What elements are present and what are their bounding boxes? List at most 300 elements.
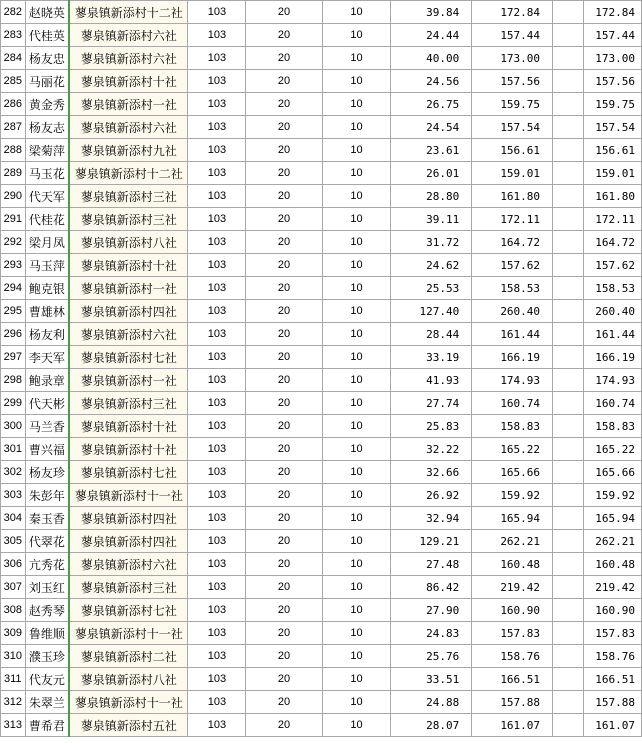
name-cell[interactable]: 亢秀花 (25, 553, 69, 576)
grand-total-cell[interactable]: 158.76 (583, 645, 641, 668)
value-cell[interactable]: 20 (246, 392, 322, 415)
amount-cell[interactable]: 31.72 (391, 231, 472, 254)
address-cell[interactable]: 蓼泉镇新添村四社 (69, 530, 188, 553)
address-cell[interactable]: 蓼泉镇新添村五社 (69, 714, 188, 737)
name-cell[interactable]: 马兰香 (25, 415, 69, 438)
value-cell[interactable]: 103 (188, 576, 246, 599)
amount-cell[interactable]: 26.01 (391, 162, 472, 185)
row-number-cell[interactable]: 292 (1, 231, 26, 254)
row-number-cell[interactable]: 302 (1, 461, 26, 484)
address-cell[interactable]: 蓼泉镇新添村十一社 (69, 691, 188, 714)
total-cell[interactable]: 159.75 (472, 93, 553, 116)
total-cell[interactable]: 159.01 (472, 162, 553, 185)
total-cell[interactable]: 161.44 (472, 323, 553, 346)
value-cell[interactable]: 20 (246, 507, 322, 530)
address-cell[interactable]: 蓼泉镇新添村六社 (69, 553, 188, 576)
name-cell[interactable]: 杨友忠 (25, 47, 69, 70)
grand-total-cell[interactable]: 165.22 (583, 438, 641, 461)
empty-cell[interactable] (553, 300, 584, 323)
empty-cell[interactable] (553, 93, 584, 116)
row-number-cell[interactable]: 289 (1, 162, 26, 185)
value-cell[interactable]: 103 (188, 277, 246, 300)
amount-cell[interactable]: 32.22 (391, 438, 472, 461)
grand-total-cell[interactable]: 159.75 (583, 93, 641, 116)
value-cell[interactable]: 10 (322, 530, 391, 553)
empty-cell[interactable] (553, 208, 584, 231)
grand-total-cell[interactable]: 166.19 (583, 346, 641, 369)
value-cell[interactable]: 20 (246, 208, 322, 231)
address-cell[interactable]: 蓼泉镇新添村三社 (69, 576, 188, 599)
total-cell[interactable]: 158.53 (472, 277, 553, 300)
total-cell[interactable]: 164.72 (472, 231, 553, 254)
total-cell[interactable]: 158.83 (472, 415, 553, 438)
address-cell[interactable]: 蓼泉镇新添村七社 (69, 599, 188, 622)
name-cell[interactable]: 代友元 (25, 668, 69, 691)
total-cell[interactable]: 165.94 (472, 507, 553, 530)
total-cell[interactable]: 157.83 (472, 622, 553, 645)
address-cell[interactable]: 蓼泉镇新添村一社 (69, 277, 188, 300)
value-cell[interactable]: 20 (246, 116, 322, 139)
address-cell[interactable]: 蓼泉镇新添村六社 (69, 24, 188, 47)
row-number-cell[interactable]: 296 (1, 323, 26, 346)
name-cell[interactable]: 曹雄林 (25, 300, 69, 323)
value-cell[interactable]: 103 (188, 139, 246, 162)
value-cell[interactable]: 10 (322, 208, 391, 231)
name-cell[interactable]: 代翠花 (25, 530, 69, 553)
value-cell[interactable]: 103 (188, 24, 246, 47)
value-cell[interactable]: 103 (188, 668, 246, 691)
row-number-cell[interactable]: 304 (1, 507, 26, 530)
value-cell[interactable]: 20 (246, 323, 322, 346)
value-cell[interactable]: 10 (322, 645, 391, 668)
total-cell[interactable]: 160.74 (472, 392, 553, 415)
value-cell[interactable]: 103 (188, 484, 246, 507)
grand-total-cell[interactable]: 260.40 (583, 300, 641, 323)
empty-cell[interactable] (553, 231, 584, 254)
amount-cell[interactable]: 32.94 (391, 507, 472, 530)
value-cell[interactable]: 20 (246, 93, 322, 116)
address-cell[interactable]: 蓼泉镇新添村十社 (69, 438, 188, 461)
value-cell[interactable]: 20 (246, 139, 322, 162)
total-cell[interactable]: 157.44 (472, 24, 553, 47)
value-cell[interactable]: 103 (188, 415, 246, 438)
address-cell[interactable]: 蓼泉镇新添村十社 (69, 415, 188, 438)
value-cell[interactable]: 10 (322, 231, 391, 254)
value-cell[interactable]: 10 (322, 185, 391, 208)
address-cell[interactable]: 蓼泉镇新添村九社 (69, 139, 188, 162)
address-cell[interactable]: 蓼泉镇新添村二社 (69, 645, 188, 668)
value-cell[interactable]: 20 (246, 1, 322, 24)
amount-cell[interactable]: 33.19 (391, 346, 472, 369)
value-cell[interactable]: 10 (322, 116, 391, 139)
total-cell[interactable]: 262.21 (472, 530, 553, 553)
address-cell[interactable]: 蓼泉镇新添村十一社 (69, 622, 188, 645)
value-cell[interactable]: 20 (246, 438, 322, 461)
value-cell[interactable]: 103 (188, 369, 246, 392)
grand-total-cell[interactable]: 166.51 (583, 668, 641, 691)
empty-cell[interactable] (553, 1, 584, 24)
value-cell[interactable]: 10 (322, 70, 391, 93)
value-cell[interactable]: 10 (322, 139, 391, 162)
amount-cell[interactable]: 32.66 (391, 461, 472, 484)
value-cell[interactable]: 10 (322, 691, 391, 714)
amount-cell[interactable]: 39.84 (391, 1, 472, 24)
value-cell[interactable]: 10 (322, 323, 391, 346)
empty-cell[interactable] (553, 599, 584, 622)
name-cell[interactable]: 马丽花 (25, 70, 69, 93)
grand-total-cell[interactable]: 158.83 (583, 415, 641, 438)
row-number-cell[interactable]: 299 (1, 392, 26, 415)
total-cell[interactable]: 219.42 (472, 576, 553, 599)
total-cell[interactable]: 161.80 (472, 185, 553, 208)
empty-cell[interactable] (553, 714, 584, 737)
row-number-cell[interactable]: 303 (1, 484, 26, 507)
value-cell[interactable]: 20 (246, 47, 322, 70)
empty-cell[interactable] (553, 392, 584, 415)
row-number-cell[interactable]: 284 (1, 47, 26, 70)
address-cell[interactable]: 蓼泉镇新添村十一社 (69, 484, 188, 507)
value-cell[interactable]: 20 (246, 461, 322, 484)
name-cell[interactable]: 赵秀琴 (25, 599, 69, 622)
total-cell[interactable]: 165.66 (472, 461, 553, 484)
value-cell[interactable]: 103 (188, 392, 246, 415)
total-cell[interactable]: 161.07 (472, 714, 553, 737)
grand-total-cell[interactable]: 219.42 (583, 576, 641, 599)
value-cell[interactable]: 20 (246, 185, 322, 208)
name-cell[interactable]: 濮玉珍 (25, 645, 69, 668)
amount-cell[interactable]: 24.62 (391, 254, 472, 277)
value-cell[interactable]: 20 (246, 668, 322, 691)
total-cell[interactable]: 158.76 (472, 645, 553, 668)
value-cell[interactable]: 20 (246, 24, 322, 47)
grand-total-cell[interactable]: 157.88 (583, 691, 641, 714)
grand-total-cell[interactable]: 160.48 (583, 553, 641, 576)
value-cell[interactable]: 103 (188, 70, 246, 93)
value-cell[interactable]: 10 (322, 553, 391, 576)
value-cell[interactable]: 20 (246, 645, 322, 668)
grand-total-cell[interactable]: 157.44 (583, 24, 641, 47)
name-cell[interactable]: 杨友利 (25, 323, 69, 346)
name-cell[interactable]: 黄金秀 (25, 93, 69, 116)
address-cell[interactable]: 蓼泉镇新添村十二社 (69, 162, 188, 185)
value-cell[interactable]: 20 (246, 231, 322, 254)
value-cell[interactable]: 20 (246, 714, 322, 737)
name-cell[interactable]: 代天军 (25, 185, 69, 208)
value-cell[interactable]: 103 (188, 47, 246, 70)
name-cell[interactable]: 代天彬 (25, 392, 69, 415)
grand-total-cell[interactable]: 159.92 (583, 484, 641, 507)
grand-total-cell[interactable]: 165.94 (583, 507, 641, 530)
row-number-cell[interactable]: 297 (1, 346, 26, 369)
empty-cell[interactable] (553, 530, 584, 553)
empty-cell[interactable] (553, 461, 584, 484)
empty-cell[interactable] (553, 645, 584, 668)
row-number-cell[interactable]: 286 (1, 93, 26, 116)
empty-cell[interactable] (553, 484, 584, 507)
empty-cell[interactable] (553, 576, 584, 599)
value-cell[interactable]: 20 (246, 254, 322, 277)
row-number-cell[interactable]: 313 (1, 714, 26, 737)
value-cell[interactable]: 10 (322, 277, 391, 300)
value-cell[interactable]: 10 (322, 461, 391, 484)
value-cell[interactable]: 20 (246, 277, 322, 300)
value-cell[interactable]: 10 (322, 93, 391, 116)
row-number-cell[interactable]: 311 (1, 668, 26, 691)
amount-cell[interactable]: 28.80 (391, 185, 472, 208)
value-cell[interactable]: 10 (322, 576, 391, 599)
row-number-cell[interactable]: 283 (1, 24, 26, 47)
value-cell[interactable]: 20 (246, 553, 322, 576)
total-cell[interactable]: 173.00 (472, 47, 553, 70)
name-cell[interactable]: 秦玉香 (25, 507, 69, 530)
row-number-cell[interactable]: 287 (1, 116, 26, 139)
grand-total-cell[interactable]: 157.56 (583, 70, 641, 93)
name-cell[interactable]: 曹兴福 (25, 438, 69, 461)
empty-cell[interactable] (553, 139, 584, 162)
value-cell[interactable]: 10 (322, 162, 391, 185)
amount-cell[interactable]: 41.93 (391, 369, 472, 392)
value-cell[interactable]: 103 (188, 507, 246, 530)
empty-cell[interactable] (553, 415, 584, 438)
row-number-cell[interactable]: 307 (1, 576, 26, 599)
total-cell[interactable]: 165.22 (472, 438, 553, 461)
total-cell[interactable]: 157.62 (472, 254, 553, 277)
row-number-cell[interactable]: 294 (1, 277, 26, 300)
value-cell[interactable]: 103 (188, 346, 246, 369)
empty-cell[interactable] (553, 507, 584, 530)
value-cell[interactable]: 10 (322, 369, 391, 392)
value-cell[interactable]: 103 (188, 645, 246, 668)
amount-cell[interactable]: 27.74 (391, 392, 472, 415)
name-cell[interactable]: 赵晓英 (25, 1, 69, 24)
value-cell[interactable]: 103 (188, 254, 246, 277)
value-cell[interactable]: 10 (322, 1, 391, 24)
amount-cell[interactable]: 86.42 (391, 576, 472, 599)
value-cell[interactable]: 10 (322, 507, 391, 530)
value-cell[interactable]: 103 (188, 714, 246, 737)
empty-cell[interactable] (553, 369, 584, 392)
total-cell[interactable]: 260.40 (472, 300, 553, 323)
amount-cell[interactable]: 33.51 (391, 668, 472, 691)
amount-cell[interactable]: 129.21 (391, 530, 472, 553)
address-cell[interactable]: 蓼泉镇新添村六社 (69, 47, 188, 70)
grand-total-cell[interactable]: 172.11 (583, 208, 641, 231)
address-cell[interactable]: 蓼泉镇新添村七社 (69, 346, 188, 369)
value-cell[interactable]: 20 (246, 415, 322, 438)
name-cell[interactable]: 代桂花 (25, 208, 69, 231)
total-cell[interactable]: 157.54 (472, 116, 553, 139)
grand-total-cell[interactable]: 174.93 (583, 369, 641, 392)
name-cell[interactable]: 马玉花 (25, 162, 69, 185)
grand-total-cell[interactable]: 165.66 (583, 461, 641, 484)
amount-cell[interactable]: 27.48 (391, 553, 472, 576)
empty-cell[interactable] (553, 162, 584, 185)
row-number-cell[interactable]: 295 (1, 300, 26, 323)
amount-cell[interactable]: 23.61 (391, 139, 472, 162)
row-number-cell[interactable]: 282 (1, 1, 26, 24)
total-cell[interactable]: 166.19 (472, 346, 553, 369)
value-cell[interactable]: 103 (188, 185, 246, 208)
address-cell[interactable]: 蓼泉镇新添村八社 (69, 668, 188, 691)
value-cell[interactable]: 10 (322, 415, 391, 438)
total-cell[interactable]: 157.88 (472, 691, 553, 714)
grand-total-cell[interactable]: 161.44 (583, 323, 641, 346)
value-cell[interactable]: 20 (246, 530, 322, 553)
empty-cell[interactable] (553, 553, 584, 576)
value-cell[interactable]: 20 (246, 300, 322, 323)
address-cell[interactable]: 蓼泉镇新添村一社 (69, 369, 188, 392)
value-cell[interactable]: 10 (322, 599, 391, 622)
amount-cell[interactable]: 39.11 (391, 208, 472, 231)
value-cell[interactable]: 10 (322, 300, 391, 323)
grand-total-cell[interactable]: 157.54 (583, 116, 641, 139)
grand-total-cell[interactable]: 172.84 (583, 1, 641, 24)
value-cell[interactable]: 10 (322, 668, 391, 691)
row-number-cell[interactable]: 288 (1, 139, 26, 162)
name-cell[interactable]: 鲍录章 (25, 369, 69, 392)
value-cell[interactable]: 20 (246, 599, 322, 622)
value-cell[interactable]: 10 (322, 714, 391, 737)
value-cell[interactable]: 10 (322, 438, 391, 461)
value-cell[interactable]: 103 (188, 93, 246, 116)
value-cell[interactable]: 10 (322, 47, 391, 70)
address-cell[interactable]: 蓼泉镇新添村七社 (69, 461, 188, 484)
name-cell[interactable]: 马玉萍 (25, 254, 69, 277)
value-cell[interactable]: 10 (322, 346, 391, 369)
amount-cell[interactable]: 26.92 (391, 484, 472, 507)
amount-cell[interactable]: 127.40 (391, 300, 472, 323)
grand-total-cell[interactable]: 158.53 (583, 277, 641, 300)
row-number-cell[interactable]: 310 (1, 645, 26, 668)
amount-cell[interactable]: 25.83 (391, 415, 472, 438)
value-cell[interactable]: 20 (246, 346, 322, 369)
total-cell[interactable]: 160.48 (472, 553, 553, 576)
name-cell[interactable]: 刘玉红 (25, 576, 69, 599)
address-cell[interactable]: 蓼泉镇新添村三社 (69, 208, 188, 231)
amount-cell[interactable]: 26.75 (391, 93, 472, 116)
value-cell[interactable]: 20 (246, 70, 322, 93)
address-cell[interactable]: 蓼泉镇新添村四社 (69, 300, 188, 323)
grand-total-cell[interactable]: 157.83 (583, 622, 641, 645)
value-cell[interactable]: 103 (188, 461, 246, 484)
empty-cell[interactable] (553, 691, 584, 714)
row-number-cell[interactable]: 291 (1, 208, 26, 231)
total-cell[interactable]: 156.61 (472, 139, 553, 162)
name-cell[interactable]: 朱翠兰 (25, 691, 69, 714)
total-cell[interactable]: 172.11 (472, 208, 553, 231)
value-cell[interactable]: 20 (246, 576, 322, 599)
amount-cell[interactable]: 25.53 (391, 277, 472, 300)
amount-cell[interactable]: 24.54 (391, 116, 472, 139)
value-cell[interactable]: 10 (322, 622, 391, 645)
name-cell[interactable]: 杨友珍 (25, 461, 69, 484)
amount-cell[interactable]: 25.76 (391, 645, 472, 668)
empty-cell[interactable] (553, 277, 584, 300)
row-number-cell[interactable]: 301 (1, 438, 26, 461)
row-number-cell[interactable]: 290 (1, 185, 26, 208)
row-number-cell[interactable]: 293 (1, 254, 26, 277)
address-cell[interactable]: 蓼泉镇新添村一社 (69, 93, 188, 116)
grand-total-cell[interactable]: 157.62 (583, 254, 641, 277)
name-cell[interactable]: 梁月凤 (25, 231, 69, 254)
empty-cell[interactable] (553, 24, 584, 47)
empty-cell[interactable] (553, 622, 584, 645)
value-cell[interactable]: 20 (246, 484, 322, 507)
empty-cell[interactable] (553, 346, 584, 369)
value-cell[interactable]: 103 (188, 231, 246, 254)
grand-total-cell[interactable]: 159.01 (583, 162, 641, 185)
value-cell[interactable]: 103 (188, 691, 246, 714)
value-cell[interactable]: 20 (246, 691, 322, 714)
row-number-cell[interactable]: 285 (1, 70, 26, 93)
empty-cell[interactable] (553, 116, 584, 139)
empty-cell[interactable] (553, 323, 584, 346)
total-cell[interactable]: 166.51 (472, 668, 553, 691)
total-cell[interactable]: 160.90 (472, 599, 553, 622)
total-cell[interactable]: 159.92 (472, 484, 553, 507)
empty-cell[interactable] (553, 668, 584, 691)
address-cell[interactable]: 蓼泉镇新添村六社 (69, 116, 188, 139)
address-cell[interactable]: 蓼泉镇新添村三社 (69, 392, 188, 415)
name-cell[interactable]: 杨友志 (25, 116, 69, 139)
total-cell[interactable]: 174.93 (472, 369, 553, 392)
address-cell[interactable]: 蓼泉镇新添村四社 (69, 507, 188, 530)
row-number-cell[interactable]: 298 (1, 369, 26, 392)
value-cell[interactable]: 103 (188, 1, 246, 24)
address-cell[interactable]: 蓼泉镇新添村三社 (69, 185, 188, 208)
value-cell[interactable]: 20 (246, 162, 322, 185)
name-cell[interactable]: 朱彭年 (25, 484, 69, 507)
row-number-cell[interactable]: 305 (1, 530, 26, 553)
amount-cell[interactable]: 24.83 (391, 622, 472, 645)
amount-cell[interactable]: 24.44 (391, 24, 472, 47)
value-cell[interactable]: 103 (188, 438, 246, 461)
value-cell[interactable]: 10 (322, 254, 391, 277)
grand-total-cell[interactable]: 156.61 (583, 139, 641, 162)
name-cell[interactable]: 代桂英 (25, 24, 69, 47)
address-cell[interactable]: 蓼泉镇新添村十社 (69, 254, 188, 277)
value-cell[interactable]: 103 (188, 300, 246, 323)
grand-total-cell[interactable]: 173.00 (583, 47, 641, 70)
empty-cell[interactable] (553, 254, 584, 277)
value-cell[interactable]: 20 (246, 369, 322, 392)
value-cell[interactable]: 103 (188, 116, 246, 139)
amount-cell[interactable]: 24.88 (391, 691, 472, 714)
amount-cell[interactable]: 28.44 (391, 323, 472, 346)
name-cell[interactable]: 梁菊萍 (25, 139, 69, 162)
address-cell[interactable]: 蓼泉镇新添村十二社 (69, 1, 188, 24)
empty-cell[interactable] (553, 438, 584, 461)
value-cell[interactable]: 103 (188, 530, 246, 553)
empty-cell[interactable] (553, 185, 584, 208)
name-cell[interactable]: 李天军 (25, 346, 69, 369)
grand-total-cell[interactable]: 262.21 (583, 530, 641, 553)
grand-total-cell[interactable]: 160.90 (583, 599, 641, 622)
row-number-cell[interactable]: 308 (1, 599, 26, 622)
address-cell[interactable]: 蓼泉镇新添村八社 (69, 231, 188, 254)
value-cell[interactable]: 10 (322, 24, 391, 47)
name-cell[interactable]: 曹希君 (25, 714, 69, 737)
value-cell[interactable]: 103 (188, 162, 246, 185)
value-cell[interactable]: 103 (188, 553, 246, 576)
row-number-cell[interactable]: 312 (1, 691, 26, 714)
amount-cell[interactable]: 28.07 (391, 714, 472, 737)
row-number-cell[interactable]: 306 (1, 553, 26, 576)
name-cell[interactable]: 鲁维顺 (25, 622, 69, 645)
grand-total-cell[interactable]: 164.72 (583, 231, 641, 254)
value-cell[interactable]: 20 (246, 622, 322, 645)
grand-total-cell[interactable]: 161.07 (583, 714, 641, 737)
